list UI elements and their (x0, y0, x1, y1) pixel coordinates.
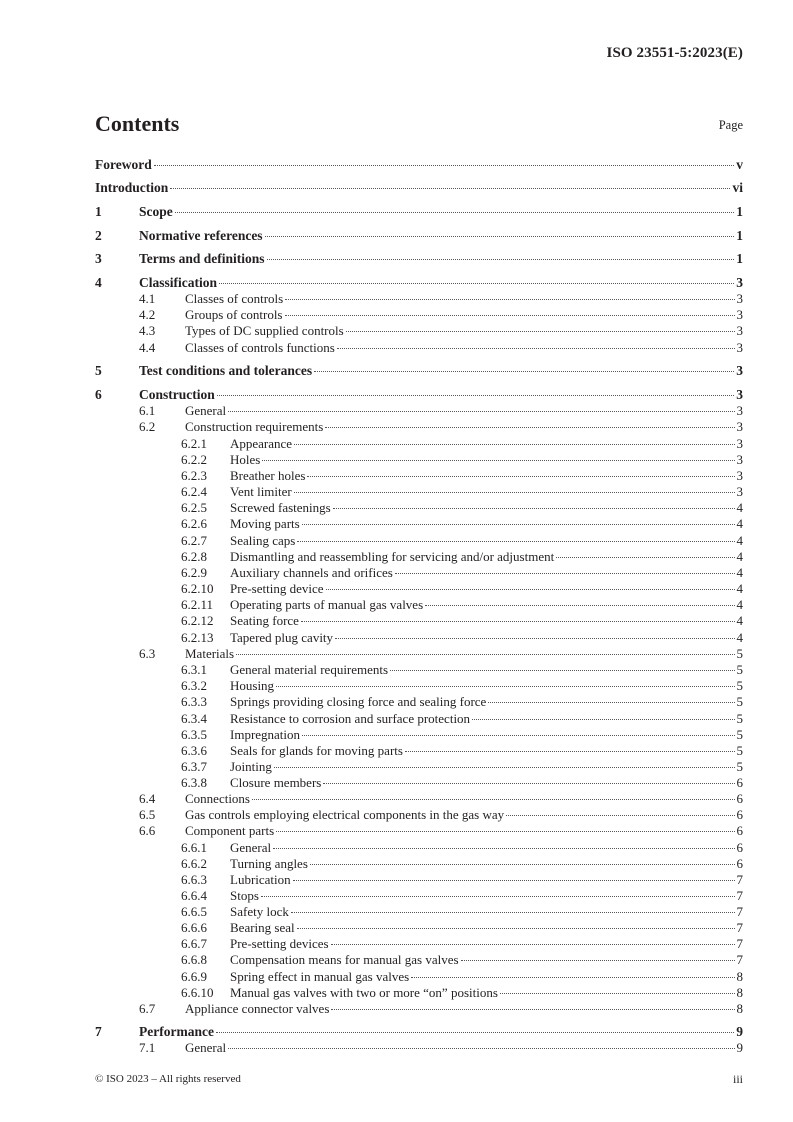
toc-entry-page[interactable]: 1 (736, 251, 743, 266)
toc-entry-title[interactable]: Foreword (95, 157, 152, 172)
toc-entry[interactable] (95, 743, 743, 759)
toc-entry-title[interactable]: Sealing caps (230, 533, 296, 548)
dot-leader (472, 719, 734, 720)
toc-entry[interactable] (95, 597, 743, 613)
toc-entry-number: 6.2.1 (181, 436, 207, 451)
toc-entry-page[interactable]: 9 (736, 1040, 743, 1055)
toc-entry-number: 6.3.8 (181, 775, 207, 790)
toc-entry[interactable] (95, 694, 743, 710)
toc-entry[interactable] (95, 727, 743, 743)
toc-entry-number: 4.3 (139, 323, 156, 338)
toc-entry-page[interactable]: 3 (736, 387, 743, 402)
toc-entry-page[interactable]: 3 (736, 340, 743, 355)
toc-entry-page[interactable]: 4 (736, 533, 743, 548)
toc-entry-number: 6.2.13 (181, 630, 214, 645)
toc-entry-page[interactable]: 4 (736, 516, 743, 531)
toc-entry-page[interactable]: 5 (736, 759, 743, 774)
dot-leader (175, 212, 735, 213)
dot-leader (301, 621, 735, 622)
toc-entry-number: 2 (95, 228, 102, 243)
toc-entry-page[interactable]: 9 (736, 1024, 743, 1039)
toc-entry-number: 6.2.9 (181, 565, 207, 580)
toc-entry-page[interactable]: 7 (736, 920, 743, 935)
dot-leader (294, 492, 735, 493)
toc-entry[interactable] (95, 403, 743, 419)
toc-entry[interactable] (95, 291, 743, 307)
dot-leader (331, 1009, 734, 1010)
dot-leader (425, 605, 734, 606)
toc-entry-number: 6.6.1 (181, 840, 207, 855)
toc-entry-number: 6.2.10 (181, 581, 214, 596)
toc-entry-page[interactable]: 4 (736, 565, 743, 580)
toc-entry-title[interactable]: Safety lock (230, 904, 289, 919)
toc-entry[interactable] (95, 678, 743, 694)
toc-entry-number: 6.2.8 (181, 549, 207, 564)
toc-entry-title[interactable]: Groups of controls (185, 307, 283, 322)
toc-entry-page[interactable]: 3 (736, 275, 743, 290)
toc-entry-page[interactable]: 3 (736, 291, 743, 306)
toc-entry-number: 6.1 (139, 403, 156, 418)
toc-entry[interactable] (95, 759, 743, 775)
toc-entry-page[interactable]: 6 (736, 807, 743, 822)
toc-entry-page[interactable]: 8 (736, 1001, 743, 1016)
toc-entry-page[interactable]: 3 (736, 436, 743, 451)
dot-leader (411, 977, 734, 978)
toc-entry-page[interactable]: 3 (736, 468, 743, 483)
toc-entry-number: 6.2.12 (181, 613, 214, 628)
toc-entry[interactable] (95, 711, 743, 727)
toc-entry-page[interactable]: 3 (736, 307, 743, 322)
toc-entry[interactable] (95, 533, 743, 549)
toc-entry-number: 4.4 (139, 340, 156, 355)
dot-leader (216, 1032, 734, 1033)
dot-leader (285, 299, 734, 300)
toc-entry-title[interactable]: Pre-setting device (230, 581, 324, 596)
toc-entry-title[interactable]: Scope (139, 204, 173, 219)
toc-entry-number: 6.5 (139, 807, 156, 822)
toc-entry-number: 6.2.4 (181, 484, 207, 499)
toc-entry-number: 6.6.9 (181, 969, 207, 984)
toc-entry[interactable] (95, 936, 743, 952)
toc-entry-title[interactable]: Performance (139, 1024, 214, 1039)
dot-leader (291, 912, 735, 913)
toc-entry-title[interactable]: General (230, 840, 272, 855)
dot-leader (331, 944, 735, 945)
toc-entry-title[interactable]: Pre-setting devices (230, 936, 329, 951)
toc-entry[interactable] (95, 204, 743, 220)
toc-entry-title[interactable]: Jointing (230, 759, 272, 774)
toc-entry-title[interactable]: Terms and definitions (139, 251, 265, 266)
dot-leader (461, 960, 735, 961)
toc-entry-number: 6.3.3 (181, 694, 207, 709)
toc-entry-page[interactable]: 6 (736, 775, 743, 790)
toc-entry-number: 6.3.7 (181, 759, 207, 774)
toc-entry-title[interactable]: Normative references (139, 228, 263, 243)
toc-entry[interactable] (95, 549, 743, 565)
toc-entry[interactable] (95, 500, 743, 516)
toc-entry-title[interactable]: Appearance (230, 436, 293, 451)
toc-entry-number: 5 (95, 363, 102, 378)
dot-leader (261, 896, 735, 897)
toc-entry[interactable] (95, 646, 743, 662)
toc-entry-title[interactable]: Classes of controls (185, 291, 284, 306)
toc-entry[interactable] (95, 952, 743, 968)
toc-entry-page[interactable]: v (736, 157, 743, 172)
toc-entry-number: 6.3.6 (181, 743, 207, 758)
toc-entry[interactable] (95, 1001, 743, 1017)
dot-leader (297, 541, 734, 542)
toc-entry-page[interactable]: 4 (736, 549, 743, 564)
toc-entry-number: 6.2.7 (181, 533, 207, 548)
toc-entry-number: 4 (95, 275, 102, 290)
toc-entry-number: 6.2.3 (181, 468, 207, 483)
toc-entry-page[interactable]: 3 (736, 452, 743, 467)
toc-entry-number: 6.3.5 (181, 727, 207, 742)
toc-entry-page[interactable]: 1 (736, 228, 743, 243)
toc-entry-title[interactable]: Springs providing closing force and sealing force (230, 694, 487, 709)
toc-entry[interactable] (95, 856, 743, 872)
dot-leader (293, 880, 735, 881)
dot-leader (488, 702, 734, 703)
toc-entry-number: 6.6.2 (181, 856, 207, 871)
dot-leader (323, 783, 734, 784)
toc-entry-number: 6.3 (139, 646, 156, 661)
toc-entry[interactable] (95, 613, 743, 629)
toc-entry-page[interactable]: 3 (736, 363, 743, 378)
toc-entry[interactable] (95, 630, 743, 646)
toc-entry-title[interactable]: Closure members (230, 775, 322, 790)
toc-entry-page[interactable]: 4 (736, 613, 743, 628)
toc-entry-title[interactable]: Types of DC supplied controls (185, 323, 344, 338)
dot-leader (405, 751, 735, 752)
dot-leader (556, 557, 734, 558)
toc-entry[interactable] (95, 872, 743, 888)
toc-entry[interactable] (95, 904, 743, 920)
toc-entry-title[interactable]: Lubrication (230, 872, 291, 887)
toc-entry-page[interactable]: 3 (736, 403, 743, 418)
toc-entry[interactable] (95, 969, 743, 985)
toc-entry[interactable] (95, 775, 743, 791)
toc-entry-page[interactable]: 8 (736, 985, 743, 1000)
toc-entry-page[interactable]: vi (732, 180, 743, 195)
toc-entry[interactable] (95, 840, 743, 856)
toc-entry-page[interactable]: 3 (736, 419, 743, 434)
dot-leader (325, 427, 734, 428)
toc-entry-page[interactable]: 4 (736, 597, 743, 612)
toc-entry[interactable] (95, 307, 743, 323)
toc-entry[interactable] (95, 452, 743, 468)
toc-entry-title[interactable]: Housing (230, 678, 275, 693)
toc-entry-title[interactable]: Seating force (230, 613, 299, 628)
toc-entry-page[interactable]: 8 (736, 969, 743, 984)
dot-leader (307, 476, 734, 477)
toc-entry[interactable] (95, 1040, 743, 1056)
toc-entry[interactable] (95, 1024, 743, 1040)
toc-entry-page[interactable]: 7 (736, 904, 743, 919)
dot-leader (297, 928, 735, 929)
toc-entry-title[interactable]: Introduction (95, 180, 169, 195)
toc-entry-number: 6.6.10 (181, 985, 214, 1000)
toc-entry[interactable] (95, 323, 743, 339)
toc-entry-page[interactable]: 5 (736, 662, 743, 677)
toc-entry-number: 6.6.7 (181, 936, 207, 951)
toc-entry-title[interactable]: Classes of controls functions (185, 340, 335, 355)
toc-entry-number: 6 (95, 387, 102, 402)
toc-entry[interactable] (95, 251, 743, 267)
toc-entry-title[interactable]: Screwed fastenings (230, 500, 331, 515)
dot-leader (170, 188, 730, 189)
dot-leader (217, 395, 734, 396)
toc-entry-page[interactable]: 5 (736, 646, 743, 661)
toc-entry-title[interactable]: Turning angles (230, 856, 308, 871)
toc-entry-page[interactable]: 7 (736, 952, 743, 967)
dot-leader (500, 993, 735, 994)
toc-entry-page[interactable]: 6 (736, 823, 743, 838)
dot-leader (276, 686, 734, 687)
toc-entry[interactable] (95, 180, 743, 196)
toc-entry[interactable] (95, 888, 743, 904)
toc-entry-title[interactable]: General (185, 1040, 227, 1055)
toc-entry-number: 6.6.8 (181, 952, 207, 967)
toc-entry-title[interactable]: Construction (139, 387, 215, 402)
toc-entry-number: 6.2 (139, 419, 156, 434)
toc-entry-page[interactable]: 4 (736, 581, 743, 596)
toc-entry[interactable] (95, 436, 743, 452)
toc-entry[interactable] (95, 581, 743, 597)
toc-entry-page[interactable]: 7 (736, 872, 743, 887)
toc-entry-page[interactable]: 7 (736, 888, 743, 903)
toc-entry-title[interactable]: Stops (230, 888, 259, 903)
toc-entry-number: 6.6.5 (181, 904, 207, 919)
dot-leader (294, 444, 734, 445)
toc-entry-number: 6.7 (139, 1001, 156, 1016)
dot-leader (395, 573, 735, 574)
toc-entry-number: 6.4 (139, 791, 156, 806)
dot-leader (285, 315, 735, 316)
toc-entry-title[interactable]: Dismantling and reassembling for servicing and/or adjustment (230, 549, 555, 564)
toc-entry[interactable] (95, 419, 743, 435)
toc-entry[interactable] (95, 275, 743, 291)
toc-entry-title[interactable]: Moving parts (230, 516, 300, 531)
toc-entry-page[interactable]: 5 (736, 711, 743, 726)
dot-leader (335, 638, 734, 639)
toc-entry-title[interactable]: Vent limiter (230, 484, 292, 499)
dot-leader (302, 524, 735, 525)
toc-entry-number: 4.2 (139, 307, 156, 322)
toc-entry-title[interactable]: Operating parts of manual gas valves (230, 597, 424, 612)
dot-leader (236, 654, 734, 655)
page-column-label: Page (718, 118, 743, 132)
toc-entry-number: 3 (95, 251, 102, 266)
toc-entry-title[interactable]: Bearing seal (230, 920, 295, 935)
toc-entry-page[interactable]: 6 (736, 856, 743, 871)
toc-entry-number: 6.2.11 (181, 597, 214, 612)
toc-entry-number: 6.6.6 (181, 920, 207, 935)
toc-entry-title[interactable]: Manual gas valves with two or more “on” positions (230, 985, 498, 1000)
toc-entry-number: 6.2.2 (181, 452, 207, 467)
toc-entry-title[interactable]: Component parts (185, 823, 275, 838)
toc-entry-title[interactable]: Spring effect in manual gas valves (230, 969, 410, 984)
dot-leader (310, 864, 735, 865)
toc-entry-title[interactable]: Connections (185, 791, 250, 806)
dot-leader (265, 236, 735, 237)
dot-leader (228, 411, 734, 412)
toc-entry[interactable] (95, 516, 743, 532)
toc-entry[interactable] (95, 387, 743, 403)
toc-entry-number: 6.2.5 (181, 500, 207, 515)
toc-entry-title[interactable]: Breather holes (230, 468, 306, 483)
toc-entry-title[interactable]: General material requirements (230, 662, 389, 677)
toc-entry-page[interactable]: 5 (736, 678, 743, 693)
toc-entry[interactable] (95, 807, 743, 823)
toc-entry-title[interactable]: Materials (185, 646, 235, 661)
toc-entry[interactable] (95, 228, 743, 244)
toc-entry-title[interactable]: Gas controls employing electrical components in the gas way (185, 807, 505, 822)
toc-entry-title[interactable]: Test conditions and tolerances (139, 363, 313, 378)
toc-entry-title[interactable]: Holes (230, 452, 261, 467)
toc-entry-number: 6.2.6 (181, 516, 207, 531)
dot-leader (333, 508, 735, 509)
dot-leader (273, 848, 734, 849)
dot-leader (390, 670, 734, 671)
page-number: iii (732, 1072, 743, 1086)
dot-leader (262, 460, 734, 461)
toc-entry-title[interactable]: Classification (139, 275, 218, 290)
toc-entry-page[interactable]: 6 (736, 840, 743, 855)
toc-entry-title[interactable]: Auxiliary channels and orifices (230, 565, 393, 580)
toc-entry-title[interactable]: Seals for glands for moving parts (230, 743, 403, 758)
toc-entry[interactable] (95, 985, 743, 1001)
dot-leader (302, 735, 734, 736)
toc-entry[interactable] (95, 565, 743, 581)
toc-entry-number: 1 (95, 204, 102, 219)
toc-entry-page[interactable]: 6 (736, 791, 743, 806)
dot-leader (346, 331, 735, 332)
toc-entry-title[interactable]: Tapered plug cavity (230, 630, 334, 645)
copyright-notice: © ISO 2023 – All rights reserved (95, 1073, 241, 1085)
dot-leader (506, 815, 734, 816)
dot-leader (267, 259, 735, 260)
dot-leader (219, 283, 734, 284)
toc-entry-number: 6.6 (139, 823, 156, 838)
toc-entry[interactable] (95, 468, 743, 484)
toc-entry-number: 6.6.4 (181, 888, 207, 903)
toc-entry-number: 6.6.3 (181, 872, 207, 887)
toc-entry[interactable] (95, 157, 743, 173)
toc-entry-page[interactable]: 3 (736, 323, 743, 338)
toc-entry-number: 6.3.4 (181, 711, 207, 726)
dot-leader (228, 1048, 734, 1049)
toc-entry[interactable] (95, 363, 743, 379)
toc-entry-page[interactable]: 5 (736, 727, 743, 742)
dot-leader (276, 831, 734, 832)
dot-leader (337, 348, 735, 349)
dot-leader (154, 165, 735, 166)
toc-entry-title[interactable]: Resistance to corrosion and surface protection (230, 711, 471, 726)
toc-entry-page[interactable]: 7 (736, 936, 743, 951)
toc-entry-number: 4.1 (139, 291, 156, 306)
toc-entry[interactable] (95, 662, 743, 678)
dot-leader (326, 589, 735, 590)
toc-entry-title[interactable]: Appliance connector valves (185, 1001, 330, 1016)
toc-entry[interactable] (95, 484, 743, 500)
toc-entry-number: 6.3.2 (181, 678, 207, 693)
toc-entry-title[interactable]: Construction requirements (185, 419, 324, 434)
toc-entry[interactable] (95, 791, 743, 807)
toc-entry[interactable] (95, 340, 743, 356)
toc-entry-number: 7 (95, 1024, 102, 1039)
toc-entry-number: 6.3.1 (181, 662, 207, 677)
dot-leader (314, 371, 734, 372)
toc-entry[interactable] (95, 823, 743, 839)
toc-entry-page[interactable]: 3 (736, 484, 743, 499)
page-title: Contents (95, 111, 180, 136)
toc-entry-title[interactable]: Impregnation (230, 727, 301, 742)
toc-entry[interactable] (95, 920, 743, 936)
toc-entry-number: 7.1 (139, 1040, 156, 1055)
toc-entry-title[interactable]: Compensation means for manual gas valves (230, 952, 459, 967)
toc-entry-page[interactable]: 5 (736, 743, 743, 758)
dot-leader (274, 767, 735, 768)
toc-entry-title[interactable]: General (185, 403, 227, 418)
toc-entry-page[interactable]: 1 (736, 204, 743, 219)
toc-entry-page[interactable]: 4 (736, 500, 743, 515)
document-identifier: ISO 23551-5:2023(E) (606, 45, 743, 61)
dot-leader (252, 799, 735, 800)
toc-entry-page[interactable]: 5 (736, 694, 743, 709)
toc-entry-page[interactable]: 4 (736, 630, 743, 645)
